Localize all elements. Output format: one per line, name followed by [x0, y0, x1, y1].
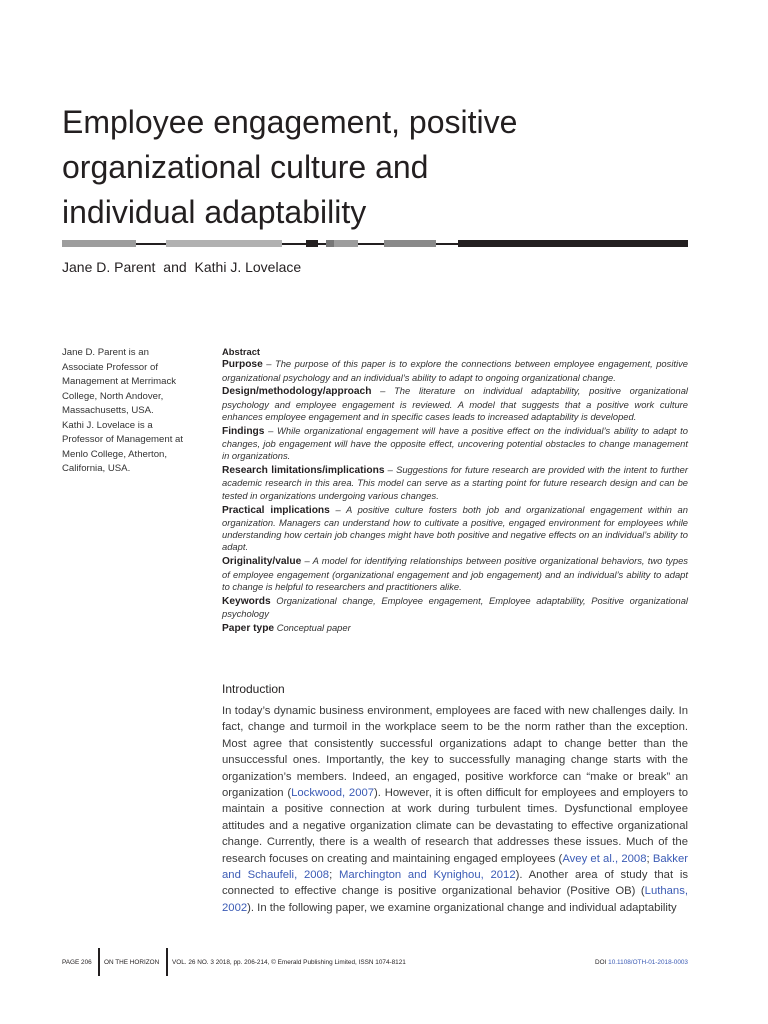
abstract-label: Findings [222, 425, 265, 437]
abstract-section [222, 425, 688, 463]
author-conjunction: and [163, 259, 187, 275]
doi-link[interactable]: 10.1108/OTH-01-2018-0003 [608, 959, 688, 966]
paper-title [62, 100, 702, 235]
author-bios [62, 346, 192, 477]
body-text: ). Another area of study that is connected to effective change is positive organizational behavior (Positive OB) ( [222, 869, 688, 898]
footer-divider [98, 948, 100, 976]
abstract-section [222, 385, 688, 423]
volume-info: VOL. 26 NO. 3 2018, pp. 206-214, © Emerald Publishing Limited, ISSN 1074-8121 [172, 959, 406, 966]
abstract-section [222, 504, 688, 554]
body-text: ; [329, 869, 339, 882]
citation-link[interactable]: Avey et al., 2008 [562, 852, 647, 865]
introduction-heading: Introduction [222, 682, 285, 696]
body-text: ). However, it is often difficult for employees and employers to maintain a positive connection at work during turbulent times. Dysfunctional employee attitudes and a negative organization climate can be devastating to effective organizational change. Currently, there is a wealth of research that addresses these issues. Much of the research focuses on creating and maintaining engaged employees ( [222, 787, 689, 865]
title-line: Employee engagement, positive [62, 104, 518, 140]
author-line [62, 259, 301, 275]
keywords [222, 595, 688, 621]
body-text: ). In the following paper, we examine organizational change and individual adaptability [247, 901, 677, 914]
abstract-text: – While organizational engagement will have a positive effect on the individual’s ability to adapt to changes, job engagement will have the opposite effect, uncovering potential obstacles to change management in organizations. [222, 424, 688, 462]
abstract-text: Organizational change, Employee engagement, Employee adaptability, Positive organizational psychology [222, 594, 688, 619]
abstract-label: Purpose [222, 359, 263, 371]
abstract-label: Design/methodology/approach [222, 386, 372, 398]
body-text: ; [646, 852, 653, 865]
abstract-text: – The purpose of this paper is to explore the connections between employee engagement, positive organizational psychology and an individual’s ability to adapt to ongoing organizational change. [222, 358, 688, 383]
abstract [222, 346, 688, 637]
citation-link[interactable]: Lockwood, 2007 [291, 787, 375, 800]
abstract-heading: Abstract [222, 346, 261, 357]
author-name: Jane D. Parent [62, 259, 156, 275]
abstract-text: – A positive culture fosters both job and organizational engagement within an organization. Managers can understand how to cultivate a positive, engaged environment for employees while understanding how certain job changes might have both positive and negative effects on an individual’s ability to adapt. [222, 503, 688, 553]
title-line: individual adaptability [62, 194, 367, 230]
page-number: PAGE 206 [62, 959, 92, 966]
author-name: Kathi J. Lovelace [194, 259, 302, 275]
title-line: organizational culture and [62, 149, 429, 185]
abstract-text: – The literature on individual adaptability, positive organizational psychology and employee engagement is reviewed. A model that suggests that a positive work culture enhances employee engagement and in specific cases leads to increased adaptability is developed. [222, 385, 688, 422]
abstract-section [222, 464, 688, 502]
citation-link[interactable]: Bakker and Schaufeli, 2008 [222, 852, 689, 882]
page-footer [62, 948, 688, 976]
body-text: In today’s dynamic business environment, employees are faced with new challenges daily. In fact, change and turmoil in the workplace seem to be the norm rather than the exception. Most agree that consistently successful organizations adapt to change better than the unsuccessful ones. Importantly, the key to successfully managing change starts with the organization’s members. Indeed, an engaged, positive workforce can “make or break” an organization ( [222, 705, 688, 800]
abstract-label: Keywords [222, 595, 271, 607]
abstract-text: Conceptual paper [274, 621, 351, 633]
abstract-label: Practical implications [222, 504, 330, 516]
abstract-label: Paper type [222, 622, 275, 634]
author-bio: Kathi J. Lovelace is a Professor of Management at Menlo College, Atherton, California, USA. [62, 419, 184, 474]
footer-divider [166, 948, 168, 976]
abstract-text: – Suggestions for future research are provided with the intent to further academic research in this area. This model can serve as a starting point for future research design and can be tested in organizations undergoing various changes. [222, 464, 688, 501]
journal-name: ON THE HORIZON [104, 959, 160, 966]
abstract-section [222, 358, 688, 384]
abstract-label: Research limitations/implications [222, 465, 385, 477]
title-rule [62, 240, 688, 247]
abstract-text: – A model for identifying relationships between positive organizational behaviors, two types of employee engagement (organizational engagement and job engagement) and an individual’s ability to adapt to change is helpful to researchers and practitioners alike. [222, 555, 688, 592]
abstract-label: Originality/value [222, 556, 302, 568]
abstract-section [222, 555, 688, 593]
citation-link[interactable]: Luthans, 2002 [222, 885, 688, 914]
paper-type [222, 622, 688, 635]
citation-link[interactable]: Marchington and Kynighou, 2012 [338, 869, 516, 882]
author-bio: Jane D. Parent is an Associate Professor of Management at Merrimack College, North Andover, Massachusetts, USA. [62, 347, 177, 416]
doi [595, 959, 688, 966]
doi-label: DOI [595, 959, 607, 966]
introduction-paragraph [222, 703, 688, 916]
